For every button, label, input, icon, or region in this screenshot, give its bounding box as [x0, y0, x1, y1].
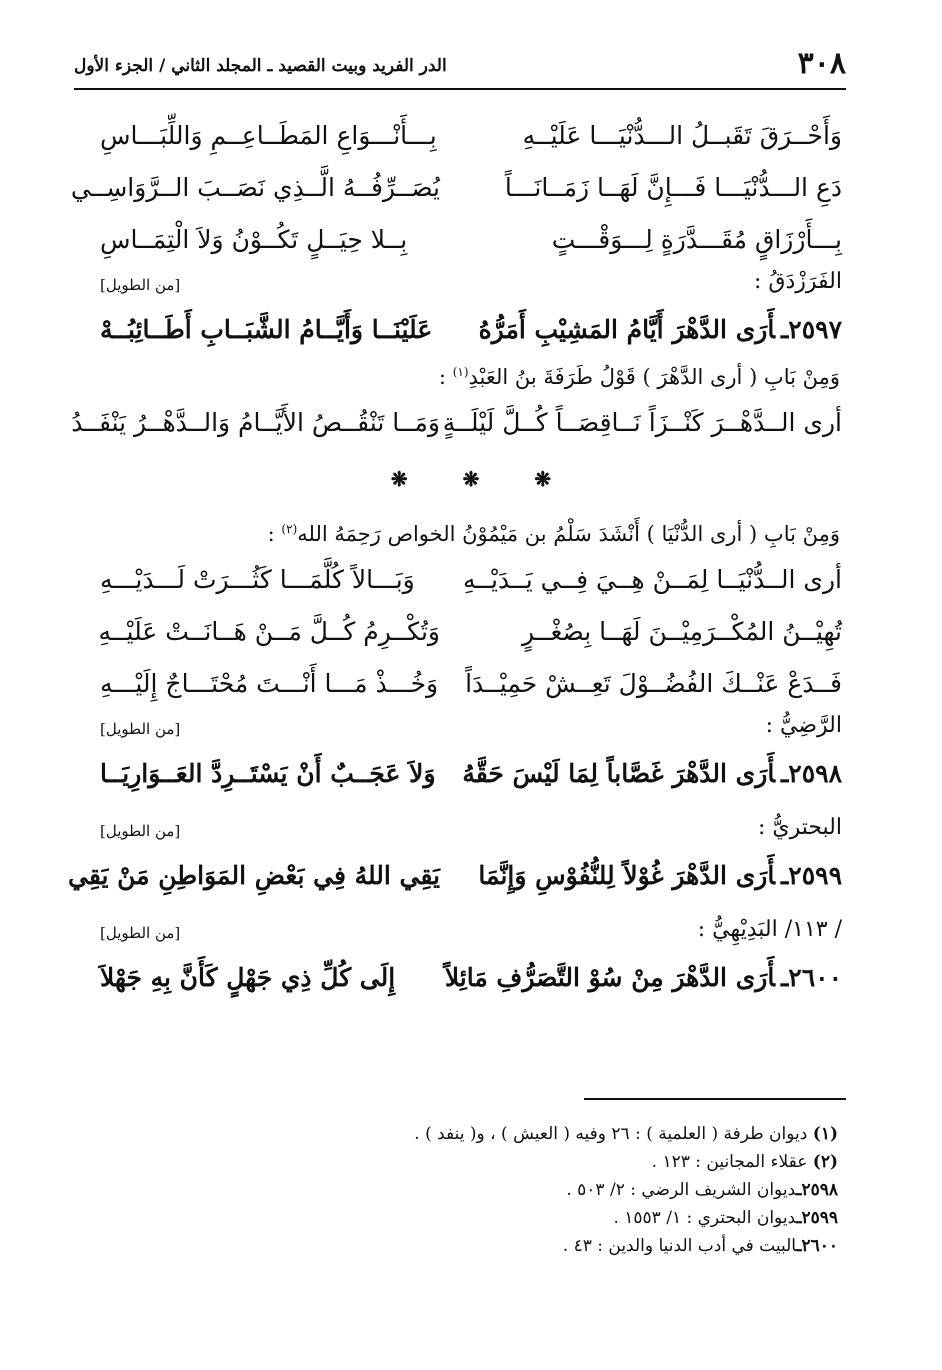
footnotes — [100, 1120, 838, 1260]
intro-text: وَمِنْ بَابِ ( أرى الدَّهْرَ ) قَوْلُ طَرَفَةَ بنُ العَبْدِ — [468, 365, 840, 389]
verse-first-hemistich — [444, 958, 842, 998]
intro-text: وَمِنْ بَابِ ( أرى الدُّنْيَا ) أَنْشَدَ سَلْمُ بن مَيْمُوْنُ الخواص رَحِمَهُ الله — [297, 522, 840, 546]
poet-line — [100, 264, 842, 302]
verse-line — [100, 552, 842, 604]
verse-second-hemistich: يُصَــرِّفُــهُ الَّــذِي نَصَــبَ الــرَّوَاسِــي — [70, 173, 440, 202]
meter-label: [من الطويل] — [100, 720, 181, 738]
verse-number: ٢٥٩٨ـ — [780, 759, 842, 788]
footnote-marker[interactable]: (٢) — [281, 522, 298, 536]
poet-line — [100, 810, 842, 848]
poet-name: الفَرَزْدَقُ : — [754, 269, 842, 294]
numbered-verse — [67, 848, 842, 900]
verse-second-hemistich: بِـــأَنْـــوَاعِ المَطَــاعِــمِ وَاللِّبَـــاسِ — [100, 121, 437, 150]
section-separator: ❋ ❋ ❋ — [390, 467, 576, 491]
intro-end: : — [267, 522, 282, 546]
footnote — [100, 1120, 838, 1148]
verse-second-hemistich: وَبَـــالاً كُلَّمَـــا كَثُـــرَتْ لَـــدَيْـــهِ — [100, 565, 415, 594]
numbered-verse — [100, 950, 842, 1002]
verse-second-hemistich: وَلاَ عَجَــبٌ أَنْ يَسْتَــرِدَّ العَــوَارِيَــا — [100, 759, 436, 788]
verse-first-hemistich: أرى الــدَّهْــرَ كَنْــزَاً نَــاقِصَــاً كُــلَّ لَيْلَــةٍ — [442, 408, 842, 437]
verse-first-hemistich: وَأَحْــرَقَ تَقَبــلُ الـــدُّنْيَـــا عَلَيْــهِ — [522, 121, 842, 150]
footnote — [100, 1176, 838, 1204]
page-content — [67, 108, 842, 1002]
verse-text: أَرَى الدَّهْرَ غُوْلاً لِلنُّفُوْسِ وَإِنَّمَا — [478, 861, 775, 890]
verse-first-hemistich — [462, 754, 842, 794]
verse-first-hemistich: دَعِ الـــدُّنْيَـــا فَـــإِنَّ لَهَــا زَمَــانَـــاً — [504, 173, 842, 202]
verse-text: أَرَى الدَّهْرَ غَصَّاباً لِمَا لَيْسَ حَقَّهُ — [462, 759, 775, 788]
verse-second-hemistich: وَتُكْــرِمُ كُــلَّ مَــنْ هَــانَــتْ عَلَيْــهِ — [98, 617, 440, 646]
verse-second-hemistich: عَلَيْنَــا وَأَيَّــامُ الشَّبَــابِ أَطَــائِبُــهْ — [100, 315, 433, 344]
footnote — [100, 1232, 838, 1260]
poet-line — [100, 912, 842, 950]
verse-line — [70, 160, 842, 212]
numbered-verse — [100, 746, 842, 798]
verse-second-hemistich: يَقِي اللهُ فِي بَعْضِ المَوَاطِنِ مَنْ يَقِي — [67, 861, 440, 890]
footnote-number: ٢٦٠٠ـ — [796, 1236, 838, 1256]
meter-label: [من الطويل] — [100, 822, 181, 840]
footnote-text: عقلاء المجانين : ١٢٣ . — [651, 1152, 813, 1172]
verse-line — [100, 604, 842, 656]
verse-text: أَرَى الدَّهْرَ مِنْ سُوْ التَّصَرُّفِ مَائِلاً — [444, 963, 775, 992]
footnote-number: (٢) — [812, 1152, 838, 1172]
verse-first-hemistich: أرى الــدُّنْيَــا لِمَــنْ هِــيَ فِــي يَــدَيْــهِ — [462, 565, 842, 594]
meter-label: [من الطويل] — [100, 276, 181, 294]
verse-first-hemistich: تُهِيْــنُ المُكْــرَمِيْــنَ لَهَــا بِصُغْــرٍ — [522, 617, 842, 646]
verse-first-hemistich: فَــدَعْ عَنْــكَ الفُضُــوْلَ تَعِــشْ حَمِيْــدَاً — [465, 669, 842, 698]
verse-line — [100, 108, 842, 160]
verse-first-hemistich — [478, 856, 842, 896]
verse-second-hemistich: وَخُـــذْ مَـــا أَنْـــتَ مُحْتَـــاجٌ إِلَيْـــهِ — [100, 669, 439, 698]
footnote-number: ٢٥٩٨ـ — [796, 1180, 838, 1200]
verse-first-hemistich — [478, 310, 842, 350]
verse-second-hemistich: بِــلا حِيَــلٍ تَكُــوْنُ وَلاَ الْتِمَــاسِ — [100, 225, 408, 254]
running-title: الدر الفريد وبيت القصيد ـ المجلد الثاني / الجزء الأول — [74, 56, 447, 76]
footnote — [100, 1148, 838, 1176]
poet-name: الرَّضِيُّ : — [765, 713, 842, 738]
verse-first-hemistich: بِـــأَرْزَاقٍ مُقَـــدَّرَةٍ لِـــوَقْـــتٍ — [551, 225, 842, 254]
intro-end: : — [438, 365, 453, 389]
meter-label: [من الطويل] — [100, 924, 181, 942]
page-header — [74, 48, 846, 90]
verse-number: ٢٦٠٠ـ — [780, 963, 842, 992]
verse-number: ٢٥٩٧ـ — [780, 315, 842, 344]
verse-text: أَرَى الدَّهْرَ أَيَّامُ المَشِيْبِ أَمَرُّهُ — [478, 315, 775, 344]
footnote-text: ديوان البحتري : ١/ ١٥٥٣ . — [613, 1208, 797, 1228]
verse-second-hemistich: إِلَى كُلِّ ذِي جَهْلٍ كَأَنَّ بِهِ جَهْلاَ — [100, 963, 396, 992]
verse-number: ٢٥٩٩ـ — [780, 861, 842, 890]
poet-line — [100, 708, 842, 746]
poet-name: / ١١٣/ البَدِيْهِيُّ : — [697, 917, 842, 942]
intro-line — [100, 511, 842, 552]
footnote-number: (١) — [812, 1124, 838, 1144]
verse-line — [100, 656, 842, 708]
footnote-number: ٢٥٩٩ـ — [796, 1208, 838, 1228]
footnote-divider — [584, 1098, 846, 1100]
footnote-text: ديوان طرفة ( العلمية ) : ٢٦ وفيه ( العيش ) ، و( ينفد ) . — [414, 1124, 813, 1144]
numbered-verse — [100, 302, 842, 354]
footnote-marker[interactable]: (١) — [452, 365, 469, 379]
footnote — [100, 1204, 838, 1232]
page-number: ٣٠٨ — [797, 46, 846, 81]
verse-second-hemistich: وَمَــا تَنْقُــصُ الأَيَّــامُ وَالــدَّهْــرُ يَنْفَــدُ — [71, 408, 440, 437]
footnote-text: البيت في أدب الدنيا والدين : ٤٣ . — [562, 1236, 797, 1256]
verse-line — [100, 212, 842, 264]
intro-line — [100, 354, 842, 395]
poet-name: البحتريُّ : — [757, 815, 842, 840]
verse-line — [71, 395, 842, 447]
footnote-text: ديوان الشريف الرضي : ٢/ ٥٠٣ . — [566, 1180, 797, 1200]
